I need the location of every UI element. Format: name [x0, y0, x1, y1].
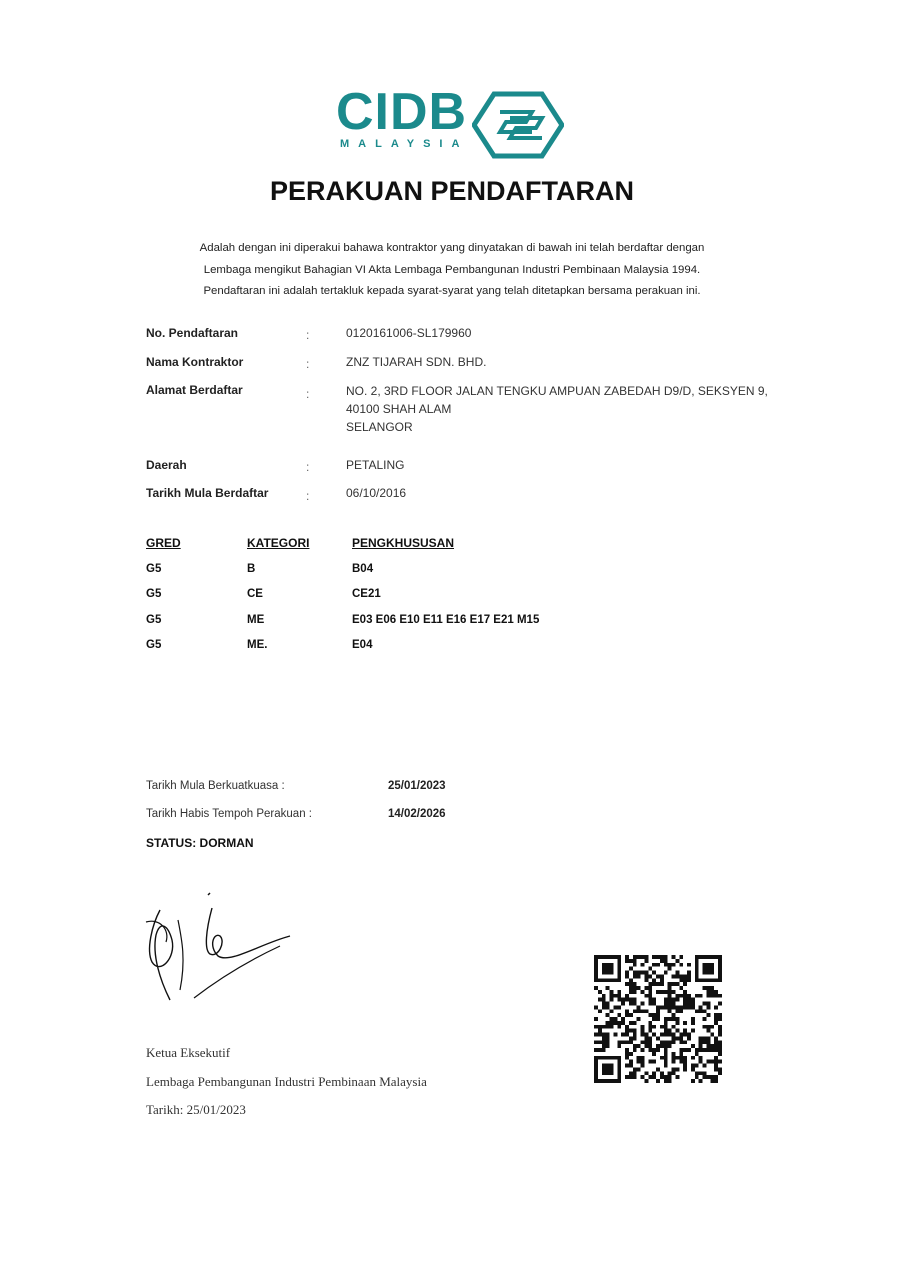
cidb-hexagon-icon [472, 90, 564, 160]
label-daerah: Daerah [146, 458, 187, 472]
colon: : [306, 489, 310, 503]
address-line: SELANGOR [346, 420, 413, 434]
colon: : [306, 357, 310, 371]
logo-country-text: MALAYSIA [340, 138, 469, 150]
table-cell-kategori: B [247, 563, 256, 575]
address-line: 40100 SHAH ALAM [346, 402, 452, 416]
table-cell-gred: G5 [146, 614, 162, 626]
label-nama-kontraktor: Nama Kontraktor [146, 355, 244, 369]
label-tarikh-mula-berdaftar: Tarikh Mula Berdaftar [146, 486, 269, 500]
status-text: STATUS: DORMAN [146, 836, 254, 850]
label-tarikh-mula-berkuatkuasa: Tarikh Mula Berkuatkuasa : [146, 780, 285, 792]
value-tarikh-mula-berdaftar: 06/10/2016 [346, 486, 407, 500]
table-cell-kategori: ME [247, 614, 265, 626]
table-cell-pengkhususan: E04 [352, 639, 373, 651]
value-nama-kontraktor: ZNZ TIJARAH SDN. BHD. [346, 355, 487, 369]
table-cell-gred: G5 [146, 639, 162, 651]
cidb-logo [336, 83, 566, 162]
signatory-date: Tarikh: 25/01/2023 [146, 1102, 246, 1117]
table-header-kategori: KATEGORI [247, 536, 310, 550]
intro-line: Lembaga mengikut Bahagian VI Akta Lembaga Pembangunan Industri Pembinaan Malaysia 1994. [203, 263, 701, 276]
signature-image [130, 880, 300, 1010]
signatory-organization: Lembaga Pembangunan Industri Pembinaan Malaysia [146, 1074, 427, 1089]
value-daerah: PETALING [346, 458, 405, 472]
table-header-pengkhususan: PENGKHUSUSAN [352, 536, 455, 550]
table-cell-gred: G5 [146, 588, 162, 600]
intro-paragraph [100, 238, 804, 303]
table-cell-gred: G5 [146, 563, 162, 575]
table-cell-pengkhususan: B04 [352, 563, 374, 575]
table-cell-pengkhususan: E03 E06 E10 E11 E16 E17 E21 M15 [352, 614, 540, 626]
value-no-pendaftaran: 0120161006-SL179960 [346, 326, 472, 340]
label-no-pendaftaran: No. Pendaftaran [146, 326, 239, 340]
intro-line: Pendaftaran ini adalah tertakluk kepada syarat-syarat yang telah ditetapkan bersama perakuan ini. [203, 285, 701, 297]
label-alamat: Alamat Berdaftar [146, 383, 243, 397]
value-tarikh-mula-berkuatkuasa: 25/01/2023 [388, 780, 446, 792]
signatory-title: Ketua Eksekutif [146, 1045, 231, 1060]
table-cell-kategori: ME. [247, 639, 268, 651]
page-title: PERAKUAN PENDAFTARAN [270, 176, 634, 206]
colon: : [306, 460, 310, 474]
value-alamat [346, 382, 768, 436]
value-tarikh-habis-tempoh: 14/02/2026 [388, 808, 446, 820]
table-header-gred: GRED [146, 536, 181, 550]
table-cell-pengkhususan: CE21 [352, 588, 381, 600]
colon: : [306, 328, 310, 342]
intro-line: Adalah dengan ini diperakui bahawa kontraktor yang dinyatakan di bawah ini telah berdaftar dengan [199, 242, 705, 254]
colon: : [306, 387, 310, 401]
label-tarikh-habis-tempoh: Tarikh Habis Tempoh Perakuan : [146, 808, 312, 820]
address-line: NO. 2, 3RD FLOOR JALAN TENGKU AMPUAN ZABEDAH D9/D, SEKSYEN 9, [346, 384, 768, 398]
qr-code-icon [594, 955, 722, 1083]
table-cell-kategori: CE [247, 588, 263, 600]
logo-brand-text: CIDB [336, 83, 468, 141]
